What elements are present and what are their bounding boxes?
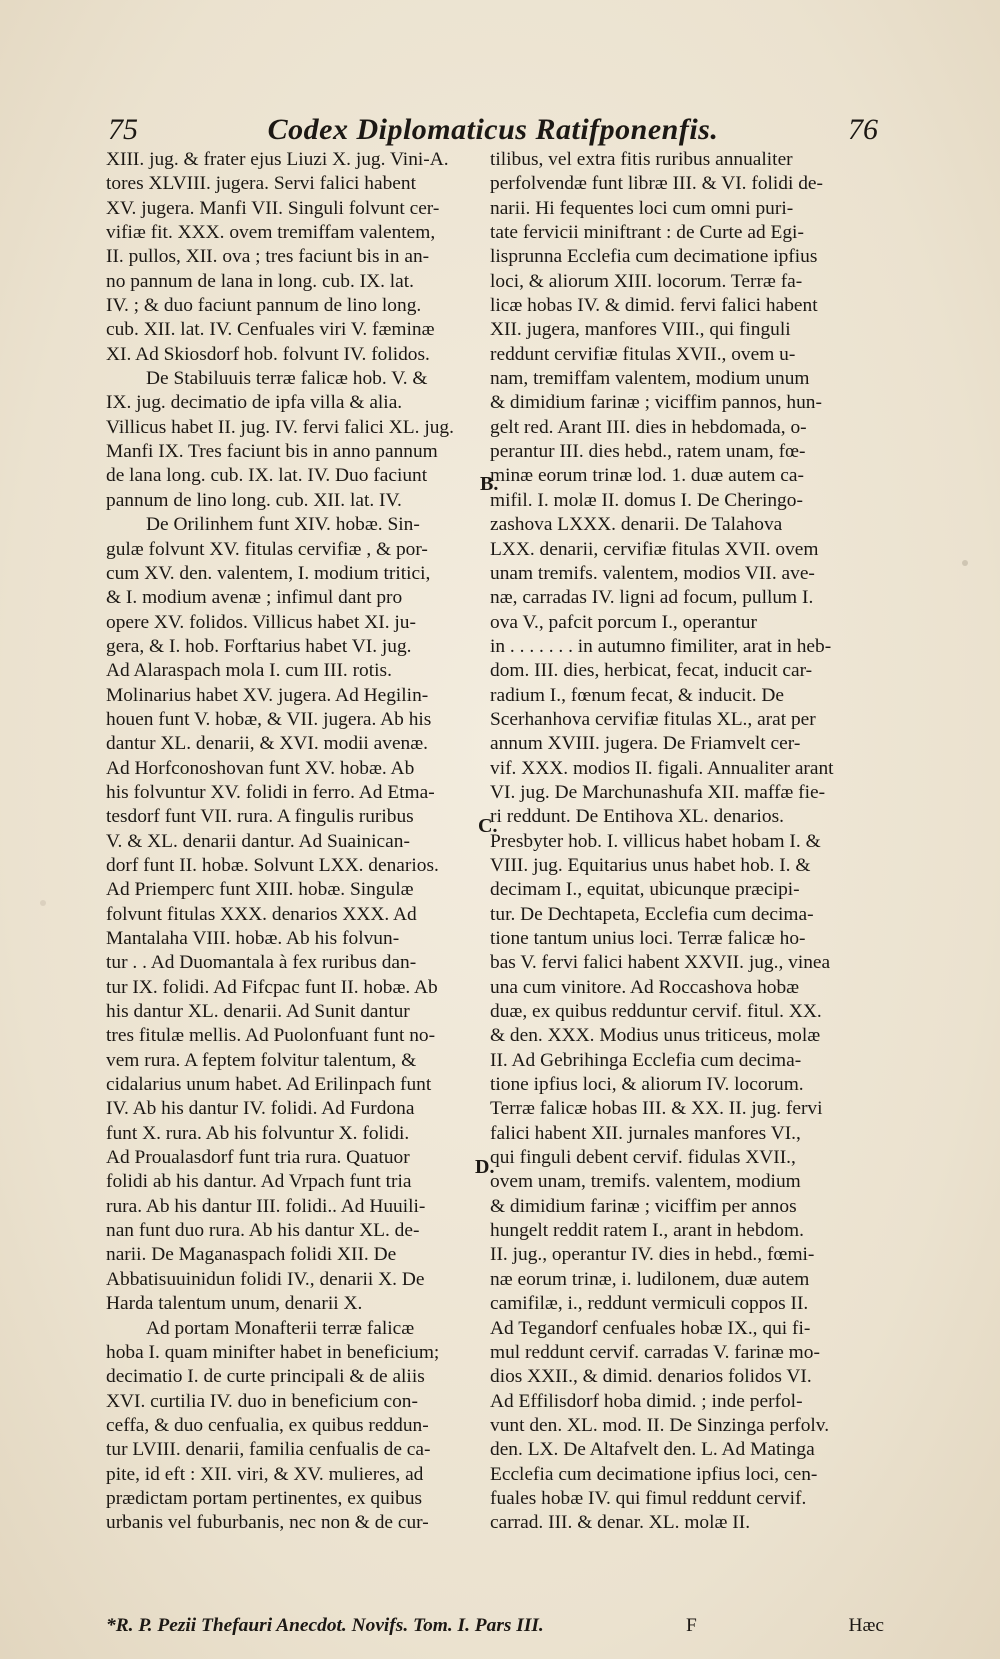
text-line: tesdorf funt VII. rura. A fingulis ruribus [106,806,414,828]
text-line: V. & XL. denarii dantur. Ad Suainican- [106,830,410,852]
marginal-letter-b: B. [480,473,499,495]
text-line: tores XLVIII. jugera. Servi falici habent [106,173,416,195]
text-line: XI. Ad Skiosdorf hob. folvunt IV. folidos. [106,343,430,365]
text-line: Presbyter hob. I. villicus habet hobam I. & [490,830,821,852]
text-line: lisprunna Ecclefia cum decimatione ipfius [490,246,818,268]
text-line: radium I., fœnum fecat, & inducit. De [490,684,785,706]
text-line: minæ eorum trinæ lod. 1. duæ autem ca- [490,465,804,487]
text-line: his dantur XL. denarii. Ad Sunit dantur [106,1001,410,1023]
text-line: tres fitulæ mellis. Ad Puolonfuant funt no- [106,1025,436,1047]
text-line: II. Ad Gebrihinga Ecclefia cum decima- [490,1049,802,1071]
text-line: dom. III. dies, herbicat, fecat, inducit car- [490,660,813,682]
text-line: IV. Ab his dantur IV. folidi. Ad Furdona [106,1098,415,1120]
text-line: nan funt duo rura. Ab his dantur XL. de- [106,1220,420,1242]
text-line: dantur XL. denarii, & XVI. modii avenæ. [106,733,429,755]
text-line: una cum vinitore. Ad Roccashova hobæ [490,976,800,998]
text-line: Ad Horfconoshovan funt XV. hobæ. Ab [106,757,415,779]
text-line: Harda talentum unum, denarii X. [106,1293,363,1315]
text-line: XVI. curtilia IV. duo in beneficium con- [106,1390,418,1412]
text-line: nam, tremiffam valentem, modium unum [490,368,810,390]
text-line: prædictam portam pertinentes, ex quibus [106,1487,423,1509]
text-line: urbanis vel fuburbanis, nec non & de cur- [106,1512,429,1534]
text-line: de lana long. cub. IX. lat. IV. Duo faciunt [106,465,428,487]
text-line: XIII. jug. & frater ejus Liuzi X. jug. Vini-A. [106,149,449,170]
text-line: IX. jug. decimatio de ipfa villa & alia. [106,392,403,414]
text-line: folvunt fitulas XXX. denarios XXX. Ad [106,903,417,925]
text-line: cum XV. den. valentem, I. modium tritici, [106,562,431,584]
text-line: Villicus habet II. jug. IV. fervi falici XL. jug. [106,416,454,438]
text-line: Molinarius habet XV. jugera. Ad Hegilin- [106,684,429,706]
text-line: loci, & aliorum XIII. locorum. Terræ fa- [490,270,803,292]
text-line: pannum de lino long. cub. XII. lat. IV. [106,489,402,511]
text-line: qui finguli debent cervif. fidulas XVII., [490,1147,796,1169]
left-text-column [106,148,491,1536]
text-line: hungelt reddit ratem I., arant in hebdom. [490,1220,804,1242]
text-line: tione ipfius loci, & aliorum IV. locorum. [490,1074,804,1096]
text-line: De Stabiluuis terræ falicæ hob. V. & [146,368,428,390]
text-line: vifiæ fit. XXX. ovem tremiffam valentem, [106,222,436,244]
source-note: *R. P. Pezii Thefauri Anecdot. Novifs. Tom. I. Pars III. [106,1615,544,1636]
text-line: cub. XII. lat. IV. Cenfuales viri V. fæminæ [106,319,435,341]
text-line: XII. jugera, manfores VIII., qui finguli [490,319,791,341]
text-line: Mantalaha VIII. hobæ. Ab his folvun- [106,928,400,949]
text-line: funt X. rura. Ab his folvuntur X. folidi. [106,1122,410,1144]
marginal-letter-c: C. [478,815,498,837]
text-line: II. pullos, XII. ova ; tres faciunt bis in an- [106,246,430,268]
right-text-column [490,148,882,1536]
text-line: XV. jugera. Manfi VII. Singuli folvunt cer- [106,197,440,219]
text-line: folidi ab his dantur. Ad Vrpach funt tria [106,1171,412,1193]
text-line: ova V., pafcit porcum I., operantur [490,611,757,633]
text-line: decimam I., equitat, ubicunque præcipi- [490,879,800,901]
running-title: Codex Diplomaticus Ratifponenfis. [267,113,719,146]
text-line: perfolvendæ funt libræ III. & VI. folidi de- [490,173,823,195]
text-line: Ad portam Monafterii terræ falicæ [146,1317,415,1339]
text-line: ceffa, & duo cenfualia, ex quibus reddun- [106,1414,429,1436]
text-line: Manfi IX. Tres faciunt bis in anno pannum [106,441,438,463]
text-line: næ eorum trinæ, i. ludilonem, duæ autem [490,1268,810,1290]
text-line: tur LVIII. denarii, familia cenfualis de ca- [106,1439,431,1461]
text-line: & dimidium farinæ ; viciffim per annos [490,1195,797,1217]
marginal-letter-d: D. [475,1156,495,1178]
paper-speck [962,560,968,566]
signature-mark: F [686,1615,697,1636]
text-line: gulæ folvunt XV. fitulas cervifiæ , & por- [106,538,428,560]
text-line: opere XV. folidos. Villicus habet XI. ju- [106,611,416,633]
text-line: IV. ; & duo faciunt pannum de lino long. [106,295,422,317]
text-line: unam tremifs. valentem, modios VII. ave- [490,562,815,584]
text-line: tate fervicii miniftrant : de Curte ad Egi- [490,222,804,244]
text-line: vif. XXX. modios II. figali. Annualiter arant [490,757,834,779]
text-line: falici habent XII. jurnales manfores VI., [490,1122,801,1144]
text-line: gera, & I. hob. Forftarius habet VI. jug. [106,635,412,657]
text-line: Ecclefia cum decimatione ipfius loci, cen- [490,1463,818,1485]
text-line: mul reddunt cervif. carradas V. farinæ mo- [490,1341,820,1363]
text-line: duæ, ex quibus redduntur cervif. fitul. XX. [490,1001,822,1023]
text-line: tur IX. folidi. Ad Fifcpac funt II. hobæ. Ab [106,976,438,998]
page-number-right: 76 [847,113,878,146]
text-line: II. jug., operantur IV. dies in hebd., fœmi- [490,1244,815,1266]
paper-speck [40,900,46,906]
page-footer [106,1615,884,1637]
text-line: narii. De Maganaspach folidi XII. De [106,1244,397,1266]
running-header [108,113,878,151]
text-line: Ad Priemperc funt XIII. hobæ. Singulæ [106,879,414,901]
text-line: VIII. jug. Equitarius unus habet hob. I. & [490,854,811,876]
text-line: pite, id eft : XII. viri, & XV. mulieres, ad [106,1463,424,1485]
text-line: Scerhanhova cervifiæ fitulas XL., arat per [490,708,816,730]
text-line: Terræ falicæ hobas III. & XX. II. jug. fervi [490,1098,823,1120]
text-line: gelt red. Arant III. dies in hebdomada, o- [490,416,807,438]
text-line: no pannum de lana in long. cub. IX. lat. [106,270,415,292]
text-line: carrad. III. & denar. XL. molæ II. [490,1512,751,1534]
text-line: tur . . Ad Duomantala à fex ruribus dan- [106,952,417,974]
text-line: hoba I. quam minifter habet in beneficium; [106,1341,440,1363]
text-line: bas V. fervi falici habent XXVII. jug., vinea [490,952,831,974]
text-line: LXX. denarii, cervifiæ fitulas XVII. ovem [490,538,819,560]
text-line: VI. jug. De Marchunashufa XII. maffæ fie- [490,781,826,803]
text-line: fuales hobæ IV. qui fimul reddunt cervif. [490,1487,807,1509]
text-line: annum XVIII. jugera. De Friamvelt cer- [490,733,801,755]
text-line: De Orilinhem funt XIV. hobæ. Sin- [146,514,420,536]
text-line: dios XXII., & dimid. denarios folidos VI. [490,1366,812,1388]
page-number-left: 75 [108,113,138,146]
text-line: Ad Alaraspach mola I. cum III. rotis. [106,660,392,682]
text-line: den. LX. De Altafvelt den. L. Ad Matinga [490,1439,815,1461]
text-line: & I. modium avenæ ; infimul dant pro [106,587,403,609]
text-line: narii. Hi fequentes loci cum omni puri- [490,197,794,219]
text-line: næ, carradas IV. ligni ad focum, pullum I. [490,587,814,609]
text-line: ovem unam, tremifs. valentem, modium [490,1171,801,1193]
text-line: licæ hobas IV. & dimid. fervi falici habent [490,295,818,317]
text-line: zashova LXXX. denarii. De Talahova [490,514,783,536]
text-line: tione tantum unius loci. Terræ falicæ ho- [490,928,806,949]
text-line: cidalarius unum habet. Ad Erilinpach funt [106,1074,432,1096]
text-line: tilibus, vel extra fitis ruribus annualiter [490,149,793,170]
text-line: tur. De Dechtapeta, Ecclefia cum decima- [490,903,814,925]
text-line: in . . . . . . . in autumno fimiliter, arat in heb- [490,635,832,657]
text-line: Ad Tegandorf cenfuales hobæ IX., qui fi- [490,1317,811,1339]
text-line: Ad Effilisdorf hoba dimid. ; inde perfol- [490,1390,803,1412]
text-line: Ad Proualasdorf funt tria rura. Quatuor [106,1147,410,1169]
text-line: ri reddunt. De Entihova XL. denarios. [490,806,785,828]
text-line: reddunt cervifiæ fitulas XVII., ovem u- [490,343,796,365]
text-line: perantur III. dies hebd., ratem unam, fœ- [490,441,806,463]
text-line: decimatio I. de curte principali & de aliis [106,1366,425,1388]
text-line: mifil. I. molæ II. domus I. De Cheringo- [490,489,803,511]
text-line: houen funt V. hobæ, & VII. jugera. Ab his [106,708,432,730]
text-line: & den. XXX. Modius unus triticeus, molæ [490,1025,821,1047]
text-line: vem rura. A feptem folvitur talentum, & [106,1049,417,1071]
text-line: rura. Ab his dantur III. folidi.. Ad Huuili- [106,1195,426,1217]
text-line: camifilæ, i., reddunt vermiculi coppos II. [490,1293,809,1315]
text-line: his folvuntur XV. folidi in ferro. Ad Etma- [106,781,435,803]
text-line: dorf funt II. hobæ. Solvunt LXX. denarios. [106,854,439,876]
text-line: vunt den. XL. mod. II. De Sinzinga perfolv. [490,1414,830,1436]
catchword: Hæc [848,1615,884,1636]
text-line: & dimidium farinæ ; viciffim pannos, hun- [490,392,822,414]
text-line: Abbatisuuinidun folidi IV., denarii X. De [106,1268,425,1290]
